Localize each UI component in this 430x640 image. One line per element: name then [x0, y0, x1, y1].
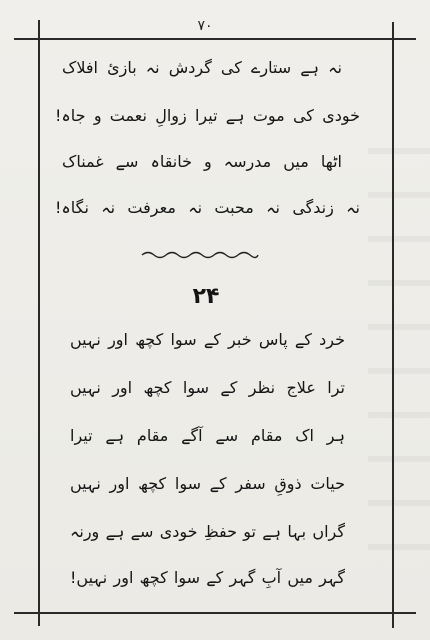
verse-line: نہ ہے ستارے کی گردش نہ بازیٔ افلاک — [62, 58, 342, 77]
frame-bottom-rule — [14, 612, 416, 614]
bleed-through-shadow — [368, 110, 430, 550]
frame-left-rule — [38, 20, 40, 626]
verse-line: خودی کی موت ہے تیرا زوالِ نعمت و جاہ! — [55, 106, 360, 125]
verse-line: اٹھا میں مدرسہ و خانقاہ سے غمناک — [62, 152, 342, 171]
wavy-divider — [140, 248, 260, 262]
section-number: ۲۴ — [192, 284, 220, 309]
frame-top-rule — [14, 38, 416, 40]
frame-right-rule — [392, 22, 394, 628]
verse-line: گہر میں آبِ گہر کے سوا کچھ اور نہیں! — [70, 568, 345, 587]
verse-line: ترا علاج نظر کے سوا کچھ اور نہیں — [70, 378, 345, 397]
page-number: ۷۰ — [197, 18, 213, 34]
verse-line: نہ زندگی نہ محبت نہ معرفت نہ نگاہ! — [55, 198, 360, 217]
verse-line: حیات ذوقِ سفر کے سوا کچھ اور نہیں — [70, 474, 345, 493]
verse-line: خرد کے پاس خبر کے سوا کچھ اور نہیں — [70, 330, 345, 349]
verse-line: ہر اک مقام سے آگے مقام ہے تیرا — [70, 426, 345, 445]
verse-line: گراں بہا ہے تو حفظِ خودی سے ہے ورنہ — [70, 522, 345, 541]
